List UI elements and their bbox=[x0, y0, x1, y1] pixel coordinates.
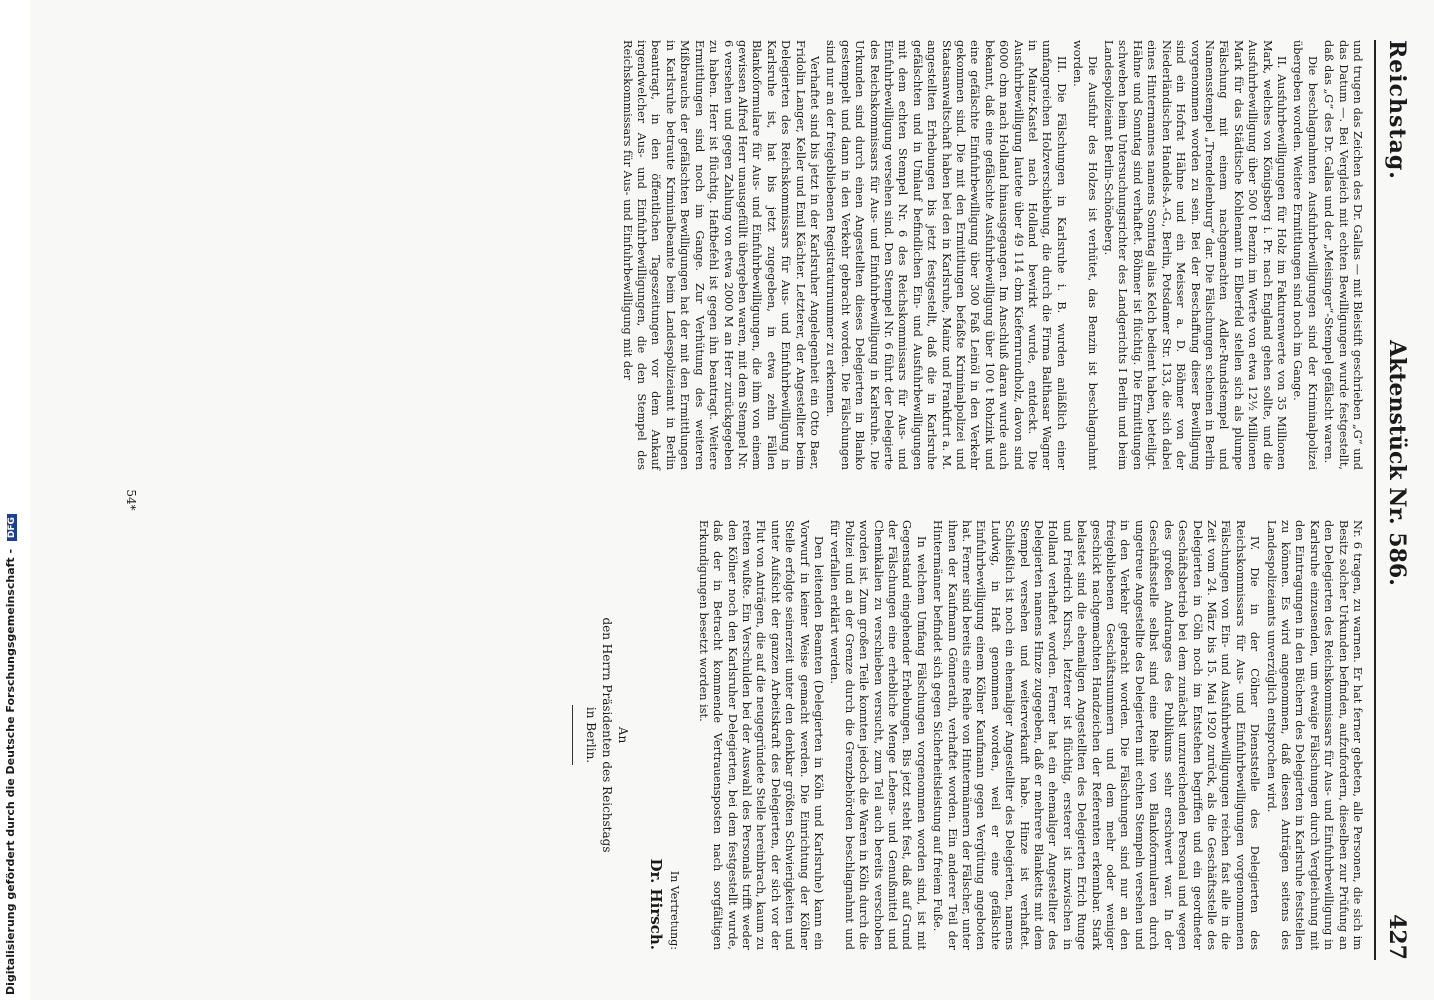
page-header bbox=[1374, 40, 1416, 960]
scanned-page bbox=[30, 0, 1434, 1000]
paragraph: Die beschlagnahmten Ausfuhrbewilligungen sind der Kriminalpolizei übergeben worden. Weitere Ermittlungen sind noch im Gange. bbox=[1291, 40, 1319, 470]
dfg-logo: DFG bbox=[7, 514, 17, 541]
paragraph: Nr. 6 tragen, zu warnen. Er hat ferner gebeten, alle Personen, die sich im Besitz solcher Urkunden befinden, aufzufordern, dieselben zur Prüfung an den Delegierten des Reichskommissars für Aus- und Einfuhrbewilligung in Karlsruhe einzusenden, um etwaige Fälschungen durch Vergleichung mit den Eintragungen in den Büchern des Delegierten in Karlsruhe feststellen zu können. Es wird angenommen, daß diesen Anträgen seitens des Landespolizeiamts unverzüglich entsprochen wird. bbox=[1264, 520, 1364, 950]
divider bbox=[572, 705, 573, 765]
recipient: den Herrn Präsidenten des Reichstags bbox=[600, 617, 615, 853]
paragraph: IV. Die in der Cölner Dienststelle des Delegierten des Reichskommissars für Aus- und Einfuhrbewilligungen vorgenommenen Fälschungen von Ein- und Ausfuhrbewilligungen reichen fast alle in die Zeit vom 24. März bis 15. Mai 1920 zurück, als die Geschäftsstelle des Delegierten in Cöln noch im Entstehen begriffen und ein geordneter Geschäftsbetrieb bei dem zunächst unzureichenden Personal und wegen des großen Andranges des Publikums sehr erschwert war. In der Geschäftsstelle selbst sind eine Reihe von Blankoformularen durch ungetreue Angestellte des Delegierten mit echten Stempeln versehen und in den Verkehr gebracht worden. Die Fälschungen sind nur an den freigebliebenen Geschäftsnummern und dem mehr oder weniger geschickt nachgemachten Handzeichen der Referenten erkennbar. Stark belastet sind die ehemaligen Angestellten des Delegierten Erich Runge und Friedrich Kirsch, letzterer ist flüchtig, ersterer ist inzwischen in Holland verhaftet worden. Ferner hat ein ehemaliger Angestellter des Delegierten namens Hinze zugegeben, daß er mehrere Blanketts mit dem Stempel versehen und weiterverkauft habe. Hinze ist verhaftet. Schließlich ist noch ein ehemaliger Angestellter des Delegierten, namens Ludwig, in Haft genommen worden, weil er eine gefälschte Einfuhrbewilligung einem Kölner Kaufmann gegen Vergütung angeboten hat. Ferner sind bereits eine Reihe von Hintermännern der Fälscher, unter ihnen der Kaufmann Gönnerath, verhaftet worden. Ein anderer Teil der Hintermänner befindet sich gegen Sicherheitsleistung auf freiem Fuße. bbox=[931, 520, 1262, 950]
in-representation-label: In Vertretung: bbox=[668, 870, 682, 950]
rotated-page-content bbox=[30, 0, 1434, 1000]
header-document-number: Aktenstück Nr. 586. bbox=[1384, 340, 1410, 586]
digitization-credit bbox=[4, 517, 17, 995]
paragraph: Den leitenden Beamten (Delegierten in Köln und Karlsruhe) kann ein Vorwurf in keiner Weise gemacht werden. Die Einrichtung der Kölner Stelle erfolgte seinerzeit unter den denkbar größten Schwierigkeiten und unter Aufsicht der ganzen Arbeitskraft des Delegierten, der sich vor der Flut von Anträgen, die auf die neugegründete Stelle hereinbrach, kaum zu retten wußte. Ein Verschulden bei der Auswahl des Personals trifft weder den Kölner noch den Karlsruher Delegierten, bei dem festgestellt wurde, daß der in Betracht kommende Vertrauensposten nach sorgfältigen Erkundigungen besetzt worden ist. bbox=[696, 520, 825, 950]
paragraph: In welchem Umfang Fälschungen vorgenommen worden sind, ist mit Gegenstand eingehender Erhebungen. Bis jetzt steht fest, daß auf Grund der Fälschungen eine erhebliche Menge Lebens- und Genußmittel und Chemikalien zu verschieben versucht, zum Teil auch bereits verschoben worden ist. Zum großen Teile konnten jedoch die Waren in Köln durch die Polizei und an der Grenze durch die Grenzbehörden beschlagnahmt und für verfallen erklärt werden. bbox=[828, 520, 928, 950]
signatory-name: Dr. Hirsch. bbox=[646, 858, 665, 950]
page-number: 427 bbox=[1384, 914, 1410, 960]
side-margin bbox=[0, 0, 30, 1000]
signature-mark: 54* bbox=[124, 489, 138, 511]
credit-text: Digitalisierung gefördert durch die Deutsche Forschungsgemeinschaft - bbox=[4, 548, 17, 995]
recipient-location: in Berlin. bbox=[583, 706, 598, 764]
paragraph: Verhaftet sind bis jetzt in der Karlsruher Angelegenheit ein Otto Baer, Fridolin Langer, Keller und Emil Kächter. Letzterer, der Angestellter beim Delegierten des Reichskommissars für Aus- und Einfuhrbewilligung in Karlsruhe ist, hat bis jetzt zugegeben, in etwa zehn Fällen Blankoformulare für Aus- und Einfuhrbewilligungen, die ihm von einem gewissen Alfred Herr unausgefüllt übergeben waren, mit dem Stempel Nr. 6 versehen und gegen Zahlung von etwa 2000 M an Herr zurückgegeben zu haben. Herr ist flüchtig. Haftbefehl ist gegen ihn beantragt. Weitere Ermittlungen sind noch im Gange. Zur Verhütung des weiteren Mißbrauchs der gefälschten Bewilligungen hat der mit den Ermittlungen in Karlsruhe betraute Kriminalbeamte beim Landespolizeiamt in Berlin beantragt, in den öffentlichen Tageszeitungen vor dem Ankauf irgendwelcher Aus- und Einfuhrbewilligungen, die den Stempel des Reichskommissars für Aus- und Einfuhrbewilligung mit der bbox=[620, 40, 821, 470]
address-to: An bbox=[616, 726, 631, 744]
header-reichstag: Reichstag. bbox=[1384, 40, 1410, 180]
paragraph: III. Die Fälschungen in Karlsruhe i. B. wurden anläßlich einer umfangreichen Holzverschiebung, die durch die Firma Balthasar Wagner in Mainz-Kastel nach Holland bewirkt wurde, entdeckt. Die Ausfuhrbewilligung lautete über 49 114 cbm Kiefernrundholz, davon sind 6000 cbm nach Holland hinausgegangen. Im Anschluß daran wurde auch bekannt, daß eine gefälschte Ausfuhrbewilligung über 100 t Rohzink und eine gefälschte Einfuhrbewilligung über 300 Faß Leinöl in den Verkehr gekommen sind. Die mit den Ermittlungen befaßte Kriminalpolizei und Staatsanwaltschaft haben bei den in Karlsruhe, Mainz und Frankfurt a. M. angestellten Erhebungen bis jetzt festgestellt, daß die in Karlsruhe gefälschten und in Umlauf befindlichen Ein- und Ausfuhrbewilligungen mit dem echten Stempel Nr. 6 des Reichskommissars für Aus- und Einfuhrbewilligung versehen sind. Den Stempel Nr. 6 führt der Delegierte des Reichskommissars für Aus- und Einfuhrbewilligung in Karlsruhe. Die Urkunden sind durch einen Angestellten dieses Delegierten in Blanko gestempelt und dann in den Verkehr gebracht worden. Die Fälschungen sind nur an der freigebliebenen Registraturnummer zu erkennen. bbox=[824, 40, 1068, 470]
signature-block bbox=[572, 520, 681, 950]
paragraph: Die Ausfuhr des Holzes ist verhütet, das Benzin ist beschlagnahmt worden. bbox=[1071, 40, 1099, 470]
paragraph: II. Ausfuhrbewilligungen für Holz im Fakturenwerte von 35 Millionen Mark, welches von Königsberg i. Pr. nach England gehen sollte, und die Ausfuhrbewilligung über 500 t Benzin im Werte von etwa 12½ Millionen Mark für das Städtische Kohlenamt in Elberfeld stellen sich als plumpe Fälschung mit einem nachgemachten Adler-Rundstempel und Namensstempel „Trendelenburg“ dar. Die Fälschungen scheinen in Berlin vorgenommen worden zu sein. Bei der Beschaffung dieser Bewilligung sind ein Hofrat Hähne und ein Meisser a. D. Böhmer von der Niederländischen Handels-A.-G., Berlin, Potsdamer Str. 133, die sich dabei eines Hintermannes namens Sonntag alias Kelch bedient haben, beteiligt. Hähne und Sonntag sind verhaftet. Böhmer ist flüchtig. Die Ermittlungen schweben beim Untersuchungsrichter des Landgerichts I Berlin und beim Landespolizeiamt Berlin-Schöneberg. bbox=[1102, 40, 1288, 470]
paragraph: und trugen das Zeichen des Dr. Gallas — mit Bleistift geschrieben „G“ und das Datum —. Bei Vergleich mit echten Bewilligungen wurde festgestellt, daß das „G“ des Dr. Gallas und der „Meisinger“-Stempel gefälscht waren. bbox=[1322, 40, 1364, 470]
right-column bbox=[562, 520, 1364, 950]
left-column bbox=[617, 40, 1364, 470]
